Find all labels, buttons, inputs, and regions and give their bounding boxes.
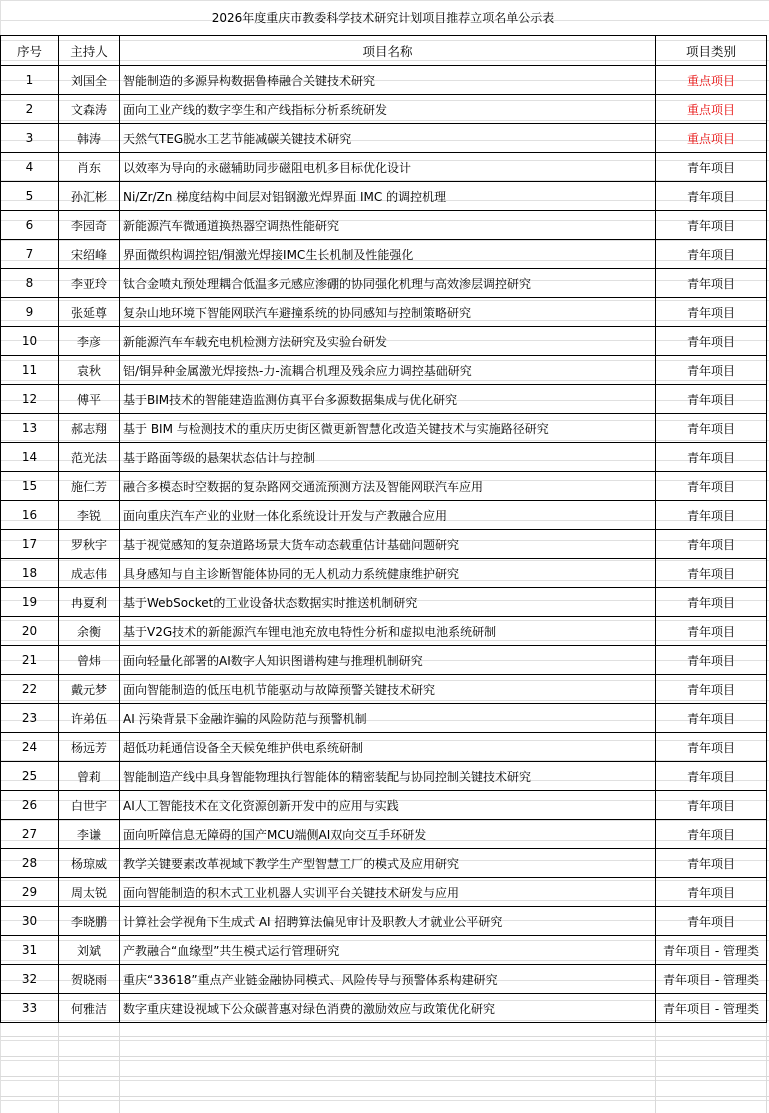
table-row (1, 849, 767, 878)
host-cell[interactable]: 成志伟 (59, 559, 120, 588)
project-type-cell[interactable]: 青年项目 (656, 820, 767, 849)
table-row (1, 733, 767, 762)
project-name-cell[interactable]: AI 污染背景下金融诈骗的风险防范与预警机制 (120, 704, 656, 733)
column-header-host[interactable]: 主持人 (59, 36, 120, 66)
project-type-cell[interactable]: 青年项目 (656, 733, 767, 762)
grid-line (0, 1076, 769, 1077)
table-row (1, 443, 767, 472)
table-row (1, 327, 767, 356)
table-row (1, 356, 767, 385)
project-name-cell[interactable]: Ni/Zr/Zn 梯度结构中间层对铝钢激光焊界面 IMC 的调控机理 (120, 182, 656, 211)
project-type-cell[interactable]: 青年项目 (656, 791, 767, 820)
project-name-cell[interactable]: 基于视觉感知的复杂道路场景大货车动态载重估计基础问题研究 (120, 530, 656, 559)
host-cell[interactable]: 李园奇 (59, 211, 120, 240)
project-type-cell[interactable]: 青年项目 - 管理类 (656, 994, 767, 1023)
table-row (1, 182, 767, 211)
grid-line (0, 1036, 769, 1037)
table-row (1, 269, 767, 298)
host-cell[interactable]: 曾莉 (59, 762, 120, 791)
project-name-cell[interactable]: 新能源汽车车载充电机检测方法研究及实验台研发 (120, 327, 656, 356)
host-cell[interactable]: 张延尊 (59, 298, 120, 327)
row-number-cell[interactable]: 18 (1, 559, 59, 588)
row-number-cell[interactable]: 30 (1, 907, 59, 936)
table-row (1, 907, 767, 936)
host-cell[interactable]: 冉夏利 (59, 588, 120, 617)
row-number-cell[interactable]: 27 (1, 820, 59, 849)
project-type-cell[interactable]: 重点项目 (656, 66, 767, 95)
row-number-cell[interactable]: 10 (1, 327, 59, 356)
project-name-cell[interactable]: 面向听障信息无障碍的国产MCU端侧AI双向交互手环研发 (120, 820, 656, 849)
row-number-cell[interactable]: 26 (1, 791, 59, 820)
project-type-cell[interactable]: 青年项目 (656, 704, 767, 733)
host-cell[interactable]: 李彦 (59, 327, 120, 356)
project-name-cell[interactable]: 复杂山地环境下智能网联汽车避撞系统的协同感知与控制策略研究 (120, 298, 656, 327)
project-name-cell[interactable]: 融合多模态时空数据的复杂路网交通流预测方法及智能网联汽车应用 (120, 472, 656, 501)
row-number-cell[interactable]: 32 (1, 965, 59, 994)
project-type-cell[interactable]: 青年项目 (656, 559, 767, 588)
host-cell[interactable]: 罗秋宇 (59, 530, 120, 559)
project-type-cell[interactable]: 青年项目 (656, 414, 767, 443)
empty-grid-area (0, 1022, 769, 1113)
host-cell[interactable]: 贺晓雨 (59, 965, 120, 994)
table-row (1, 965, 767, 994)
host-cell[interactable]: 李谦 (59, 820, 120, 849)
host-cell[interactable]: 刘斌 (59, 936, 120, 965)
row-number-cell[interactable]: 3 (1, 124, 59, 153)
project-type-cell[interactable]: 青年项目 - 管理类 (656, 936, 767, 965)
project-type-cell[interactable]: 青年项目 (656, 530, 767, 559)
project-name-cell[interactable]: 基于路面等级的悬架状态估计与控制 (120, 443, 656, 472)
host-cell[interactable]: 许弟伍 (59, 704, 120, 733)
host-cell[interactable]: 施仁芳 (59, 472, 120, 501)
row-number-cell[interactable]: 12 (1, 385, 59, 414)
host-cell[interactable]: 傅平 (59, 385, 120, 414)
host-cell[interactable]: 白世宇 (59, 791, 120, 820)
table-row (1, 298, 767, 327)
row-number-cell[interactable]: 17 (1, 530, 59, 559)
project-type-cell[interactable]: 青年项目 (656, 443, 767, 472)
table-row (1, 878, 767, 907)
project-name-cell[interactable]: AI人工智能技术在文化资源创新开发中的应用与实践 (120, 791, 656, 820)
table-row (1, 240, 767, 269)
row-number-cell[interactable]: 19 (1, 588, 59, 617)
row-number-cell[interactable]: 13 (1, 414, 59, 443)
project-name-cell[interactable]: 面向工业产线的数字孪生和产线指标分析系统研发 (120, 95, 656, 124)
project-name-cell[interactable]: 计算社会学视角下生成式 AI 招聘算法偏见审计及职教人才就业公平研究 (120, 907, 656, 936)
project-name-cell[interactable]: 铝/铜异种金属激光焊接热-力-流耦合机理及残余应力调控基础研究 (120, 356, 656, 385)
host-cell[interactable]: 李锐 (59, 501, 120, 530)
host-cell[interactable]: 李亚玲 (59, 269, 120, 298)
host-cell[interactable]: 周太锐 (59, 878, 120, 907)
row-number-cell[interactable]: 31 (1, 936, 59, 965)
table-row (1, 994, 767, 1023)
host-cell[interactable]: 何雅洁 (59, 994, 120, 1023)
row-number-cell[interactable]: 11 (1, 356, 59, 385)
row-number-cell[interactable]: 22 (1, 675, 59, 704)
row-number-cell[interactable]: 24 (1, 733, 59, 762)
host-cell[interactable]: 余衡 (59, 617, 120, 646)
table-row (1, 211, 767, 240)
project-type-cell[interactable]: 青年项目 - 管理类 (656, 965, 767, 994)
table-row (1, 646, 767, 675)
project-type-cell[interactable]: 青年项目 (656, 356, 767, 385)
project-type-cell[interactable]: 重点项目 (656, 95, 767, 124)
project-name-cell[interactable]: 数字重庆建设视域下公众碳普惠对绿色消费的激励效应与政策优化研究 (120, 994, 656, 1023)
project-name-cell[interactable]: 重庆“33618”重点产业链金融协同模式、风险传导与预警体系构建研究 (120, 965, 656, 994)
table-row (1, 704, 767, 733)
row-number-cell[interactable]: 8 (1, 269, 59, 298)
table-row (1, 95, 767, 124)
table-row (1, 559, 767, 588)
project-type-cell[interactable]: 青年项目 (656, 298, 767, 327)
host-cell[interactable]: 曾炜 (59, 646, 120, 675)
project-name-cell[interactable]: 基于BIM技术的智能建造监测仿真平台多源数据集成与优化研究 (120, 385, 656, 414)
header-row (1, 36, 767, 66)
project-type-cell[interactable]: 青年项目 (656, 646, 767, 675)
column-header-no[interactable]: 序号 (1, 36, 59, 66)
column-header-name[interactable]: 项目名称 (120, 36, 656, 66)
row-number-cell[interactable]: 23 (1, 704, 59, 733)
host-cell[interactable]: 杨琼威 (59, 849, 120, 878)
project-type-cell[interactable]: 青年项目 (656, 211, 767, 240)
project-type-cell[interactable]: 青年项目 (656, 849, 767, 878)
table-row (1, 385, 767, 414)
row-number-cell[interactable]: 5 (1, 182, 59, 211)
project-type-cell[interactable]: 青年项目 (656, 385, 767, 414)
project-name-cell[interactable]: 基于WebSocket的工业设备状态数据实时推送机制研究 (120, 588, 656, 617)
project-name-cell[interactable]: 新能源汽车微通道换热器空调热性能研究 (120, 211, 656, 240)
project-name-cell[interactable]: 具身感知与自主诊断智能体协同的无人机动力系统健康维护研究 (120, 559, 656, 588)
row-number-cell[interactable]: 9 (1, 298, 59, 327)
host-cell[interactable]: 韩涛 (59, 124, 120, 153)
project-name-cell[interactable]: 面向轻量化部署的AI数字人知识图谱构建与推理机制研究 (120, 646, 656, 675)
host-cell[interactable]: 戴元梦 (59, 675, 120, 704)
table-row (1, 762, 767, 791)
row-number-cell[interactable]: 29 (1, 878, 59, 907)
project-name-cell[interactable]: 以效率为导向的永磁辅助同步磁阻电机多目标优化设计 (120, 153, 656, 182)
project-type-cell[interactable]: 青年项目 (656, 269, 767, 298)
project-name-cell[interactable]: 超低功耗通信设备全天候免维护供电系统研制 (120, 733, 656, 762)
project-type-cell[interactable]: 青年项目 (656, 240, 767, 269)
project-type-cell[interactable]: 青年项目 (656, 878, 767, 907)
project-type-cell[interactable]: 青年项目 (656, 472, 767, 501)
row-number-cell[interactable]: 4 (1, 153, 59, 182)
host-cell[interactable]: 刘国全 (59, 66, 120, 95)
row-number-cell[interactable]: 25 (1, 762, 59, 791)
table-row (1, 501, 767, 530)
table-row (1, 153, 767, 182)
project-type-cell[interactable]: 青年项目 (656, 182, 767, 211)
host-cell[interactable]: 文森涛 (59, 95, 120, 124)
host-cell[interactable]: 范光法 (59, 443, 120, 472)
table-row (1, 936, 767, 965)
table-row (1, 588, 767, 617)
host-cell[interactable]: 李晓鹏 (59, 907, 120, 936)
project-name-cell[interactable]: 智能制造产线中具身智能物理执行智能体的精密装配与协同控制关键技术研究 (120, 762, 656, 791)
table-row (1, 414, 767, 443)
project-type-cell[interactable]: 青年项目 (656, 907, 767, 936)
table-row (1, 472, 767, 501)
project-name-cell[interactable]: 教学关键要素改革视域下教学生产型智慧工厂的模式及应用研究 (120, 849, 656, 878)
table-row (1, 530, 767, 559)
row-number-cell[interactable]: 28 (1, 849, 59, 878)
project-type-cell[interactable]: 重点项目 (656, 124, 767, 153)
project-type-cell[interactable]: 青年项目 (656, 327, 767, 356)
project-type-cell[interactable]: 青年项目 (656, 617, 767, 646)
grid-line (0, 1056, 769, 1057)
row-number-cell[interactable]: 33 (1, 994, 59, 1023)
row-number-cell[interactable]: 1 (1, 66, 59, 95)
row-number-cell[interactable]: 16 (1, 501, 59, 530)
project-type-cell[interactable]: 青年项目 (656, 501, 767, 530)
row-number-cell[interactable]: 6 (1, 211, 59, 240)
host-cell[interactable]: 袁秋 (59, 356, 120, 385)
grid-line (0, 1096, 769, 1097)
host-cell[interactable]: 郝志翔 (59, 414, 120, 443)
table-row (1, 675, 767, 704)
project-name-cell[interactable]: 界面微织构调控铝/铜激光焊接IMC生长机制及性能强化 (120, 240, 656, 269)
host-cell[interactable]: 孙汇彬 (59, 182, 120, 211)
row-number-cell[interactable]: 7 (1, 240, 59, 269)
row-number-cell[interactable]: 20 (1, 617, 59, 646)
project-name-cell[interactable]: 产教融合“血缘型”共生模式运行管理研究 (120, 936, 656, 965)
table-row (1, 617, 767, 646)
host-cell[interactable]: 宋绍峰 (59, 240, 120, 269)
project-table (0, 35, 767, 1023)
table-row (1, 820, 767, 849)
table-row (1, 124, 767, 153)
project-name-cell[interactable]: 面向智能制造的积木式工业机器人实训平台关键技术研发与应用 (120, 878, 656, 907)
project-name-cell[interactable]: 智能制造的多源异构数据鲁棒融合关键技术研究 (120, 66, 656, 95)
project-type-cell[interactable]: 青年项目 (656, 588, 767, 617)
column-header-type[interactable]: 项目类别 (656, 36, 767, 66)
row-number-cell[interactable]: 2 (1, 95, 59, 124)
project-name-cell[interactable]: 面向重庆汽车产业的业财一体化系统设计开发与产教融合应用 (120, 501, 656, 530)
page-title: 2026年度重庆市教委科学技术研究计划项目推荐立项名单公示表 (0, 0, 766, 36)
project-name-cell[interactable]: 基于V2G技术的新能源汽车锂电池充放电特性分析和虚拟电池系统研制 (120, 617, 656, 646)
host-cell[interactable]: 杨远芳 (59, 733, 120, 762)
row-number-cell[interactable]: 21 (1, 646, 59, 675)
host-cell[interactable]: 肖东 (59, 153, 120, 182)
project-name-cell[interactable]: 基于 BIM 与检测技术的重庆历史街区微更新智慧化改造关键技术与实施路径研究 (120, 414, 656, 443)
table-row (1, 66, 767, 95)
project-name-cell[interactable]: 钛合金喷丸预处理耦合低温多元感应渗硼的协同强化机理与高效渗层调控研究 (120, 269, 656, 298)
project-type-cell[interactable]: 青年项目 (656, 153, 767, 182)
project-type-cell[interactable]: 青年项目 (656, 762, 767, 791)
row-number-cell[interactable]: 15 (1, 472, 59, 501)
project-name-cell[interactable]: 天然气TEG脱水工艺节能减碳关键技术研究 (120, 124, 656, 153)
row-number-cell[interactable]: 14 (1, 443, 59, 472)
project-type-cell[interactable]: 青年项目 (656, 675, 767, 704)
table-row (1, 791, 767, 820)
project-name-cell[interactable]: 面向智能制造的低压电机节能驱动与故障预警关键技术研究 (120, 675, 656, 704)
